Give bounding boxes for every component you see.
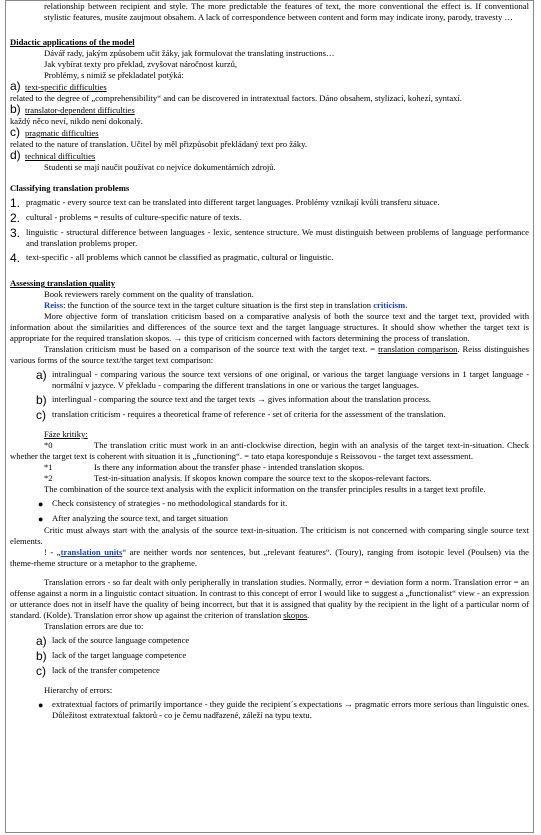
errors-text: . [307, 610, 310, 620]
cause-item [10, 635, 529, 647]
units-text: ! - „ [44, 547, 61, 557]
list-marker: c) [10, 125, 20, 139]
difficulty-title: translator-dependent difficulties [25, 105, 135, 115]
problem-text: text-specific - all problems which cannot be classified as pragmatic, cultural or linguistic. [26, 252, 334, 262]
comparison-term: translation comparison [378, 344, 458, 354]
phase-marker: *2 [44, 473, 53, 483]
form-text: intralingual - comparing various the source text versions of one original, or various the target language versions in 1 target language - normální v jazyce. V překladu - comparing the different translations in one or various the target languages. [52, 369, 529, 390]
units-paragraph [10, 547, 529, 569]
phase-marker: *0 [44, 440, 53, 450]
didactic-heading: Didactic applications of the model [10, 37, 135, 47]
list-marker: 3. [10, 226, 21, 240]
bullet-dot-icon: ● [38, 499, 44, 509]
classifying-heading: Classifying translation problems [10, 183, 130, 193]
list-marker: c) [36, 408, 46, 422]
phase-1 [10, 462, 529, 473]
cause-text: lack of the source language competence [52, 635, 190, 645]
bullet-dot-icon: ● [38, 700, 44, 710]
reiss-text: : the function of the source text in the target culture situation is the first step in translation [63, 300, 374, 310]
problem-text: cultural - problems = results of culture-specific nature of texts. [26, 212, 242, 222]
difficulty-item [10, 150, 529, 173]
reiss-paragraph [10, 300, 529, 311]
difficulty-item [10, 104, 529, 127]
difficulty-item [10, 127, 529, 150]
list-marker: a) [36, 634, 47, 648]
errors-text: Translation errors - so far dealt with only peripherally in translation studies. Normally, error = deviation form a norm. Translation error = an offense against a norm in a linguistic contact situation. In contrast to this concept of error I would like to suggest a „functionalist“ view - an expression or utterance does not in itself have the quality of being incorrect, but that it is assigned that quality by the recipient in the light of a particular norm of standard. (Kolde). Translation error show up against the criterion of translation [10, 577, 529, 620]
list-marker: 4. [10, 251, 21, 265]
difficulty-body: Studenti se mají naučit používat co nejvíce dokumentárních zdrojů. [44, 162, 276, 172]
cause-text: lack of the transfer competence [52, 665, 160, 675]
list-marker: b) [36, 393, 47, 407]
list-marker: 1. [10, 196, 21, 210]
didactic-line: Problémy, s nimiž se překladatel potýká: [44, 70, 184, 80]
criticism-term: criticism [373, 300, 406, 310]
bullet-item [10, 498, 529, 510]
list-marker: c) [36, 664, 46, 678]
reiss-end: . [405, 300, 408, 310]
critic-paragraph: Critic must always start with the analysis of the source text-in-situation. The criticism is not concerned with comparing single source text elements. [10, 525, 529, 546]
cause-item [10, 650, 529, 662]
phase-text: Is there any information about the transfer phase - intended translation skopos. [94, 462, 365, 472]
assessing-heading: Assessing translation quality [10, 278, 116, 288]
bullet-item [10, 513, 529, 525]
form-item [10, 369, 529, 391]
difficulty-body: každý něco neví, nikdo není dokonalý. [10, 116, 143, 126]
didactic-line: Jak vybírat texty pro překlad, zvyšovat náročnost kurzů, [44, 59, 238, 69]
form-item [10, 409, 529, 421]
list-marker: 2. [10, 211, 21, 225]
bullet-text: After analyzing the source text, and target situation [52, 513, 228, 523]
problem-item [10, 212, 529, 224]
phase-text: Test-in-situation analysis. If skopos known compare the source text to the skopos-relevant factors. [94, 473, 432, 483]
problem-text: pragmatic - every source text can be translated into different target languages. Problémy vznikají kvůli transferu situace. [26, 197, 440, 207]
difficulty-title: technical difficulties [25, 151, 96, 161]
form-item [10, 394, 529, 406]
bullet-text: Check consistency of strategies - no methodological standards for it. [52, 498, 288, 508]
phase-2 [10, 473, 529, 484]
hierarchy-heading: Hierarchy of errors: [44, 685, 113, 695]
skopos-term: skopos [283, 610, 308, 620]
comparison-paragraph [10, 344, 529, 366]
problem-text: linguistic - structural difference between languages - lexic, sentence structure. We must distinguish between problems of language performance and translation problems proper. [26, 227, 529, 248]
list-marker: b) [10, 102, 21, 116]
errors-due: Translation errors are due to: [44, 621, 144, 631]
phase-0 [10, 440, 529, 462]
form-text: interlingual - comparing the source text and the target texts → gives information about the translation process. [52, 394, 432, 404]
comparison-text: . Reiss distinguishes various forms of the source text/the target text comparison: [10, 344, 529, 365]
reiss-name: Reiss [44, 300, 64, 310]
combination-paragraph: The combination of the source text analysis with the explicit information on the transfer principles results in a target text profile. [44, 484, 486, 494]
phase-marker: *1 [44, 462, 53, 472]
cause-item [10, 665, 529, 677]
document-page [5, 0, 534, 833]
problem-item [10, 197, 529, 209]
cause-text: lack of the target language competence [52, 650, 187, 660]
bullet-text: extratextual factors of primarily importance - they guide the recipient´s expectations → pragmatic errors more serious than linguistic ones. Důležitost extratextual faktorů - co je čemu nadřazené, záleží na typu textu. [52, 699, 529, 720]
list-marker: a) [36, 368, 47, 382]
assessing-paragraph: Book reviewers rarely comment on the quality of translation. [44, 289, 254, 299]
assessing-paragraph: More objective form of translation criticism based on a comparative analysis of both the source text and the target text, provided with information about the similarities and differences of the source text and the target language structures. It should show whether the target text is appropriate for the required translation skopos. → this type of criticism concerned with factors determining the process of translation. [10, 311, 529, 343]
list-marker: d) [10, 148, 21, 162]
difficulty-item [10, 81, 529, 104]
difficulty-title: pragmatic difficulties [25, 128, 99, 138]
units-text: “ are neither words nor sentences, but „relevant features“. (Toury), ranging from isotopic level (Poulsen) via the theme-rheme structure or a metaphor to the grapheme. [10, 547, 529, 568]
phase-text: The translation critic must work in an anti-clockwise direction, begin with an analysis of the target text-in-situation. Check whether the target text is coherent with situation it is „functioning“. = tato etapa koresponduje s Reissovou - the target text assessment. [10, 440, 529, 461]
bullet-item [10, 699, 529, 721]
form-text: translation criticism - requires a theoretical frame of reference - set of criteria for the assessment of the translation. [52, 409, 446, 419]
difficulty-title: text-specific difficulties [25, 82, 107, 92]
problem-item [10, 252, 529, 264]
didactic-line: Dávář rady, jakým způsobem učit žáky, jak formulovat the translating instructions… [44, 48, 335, 58]
translation-units-term: translation units [60, 547, 123, 557]
list-marker: b) [36, 649, 47, 663]
difficulty-body: related to the degree of „comprehensibility“ and can be discovered in intratextual factors. Dáno obsahem, stylizací, kohezí, syntaxí. [10, 93, 462, 103]
comparison-text: Translation criticism must be based on a comparison of the source text with the target text. = [44, 344, 379, 354]
errors-paragraph [10, 577, 529, 621]
list-marker: a) [10, 79, 21, 93]
phases-title: Fáze kritiky: [44, 429, 88, 439]
intro-paragraph: relationship between recipient and style. The more predictable the features of text, the more conventional the effect is. If conventional stylistic features, musíte zaujmout obsahem. A lack of correspondence between content and form may indicate irony, parody, travesty … [44, 1, 529, 22]
bullet-dot-icon: ● [38, 514, 44, 524]
problem-item [10, 227, 529, 249]
difficulty-body: related to the nature of translation. Učitel by měl přizpůsobit překládaný text pro žáky. [10, 139, 308, 149]
